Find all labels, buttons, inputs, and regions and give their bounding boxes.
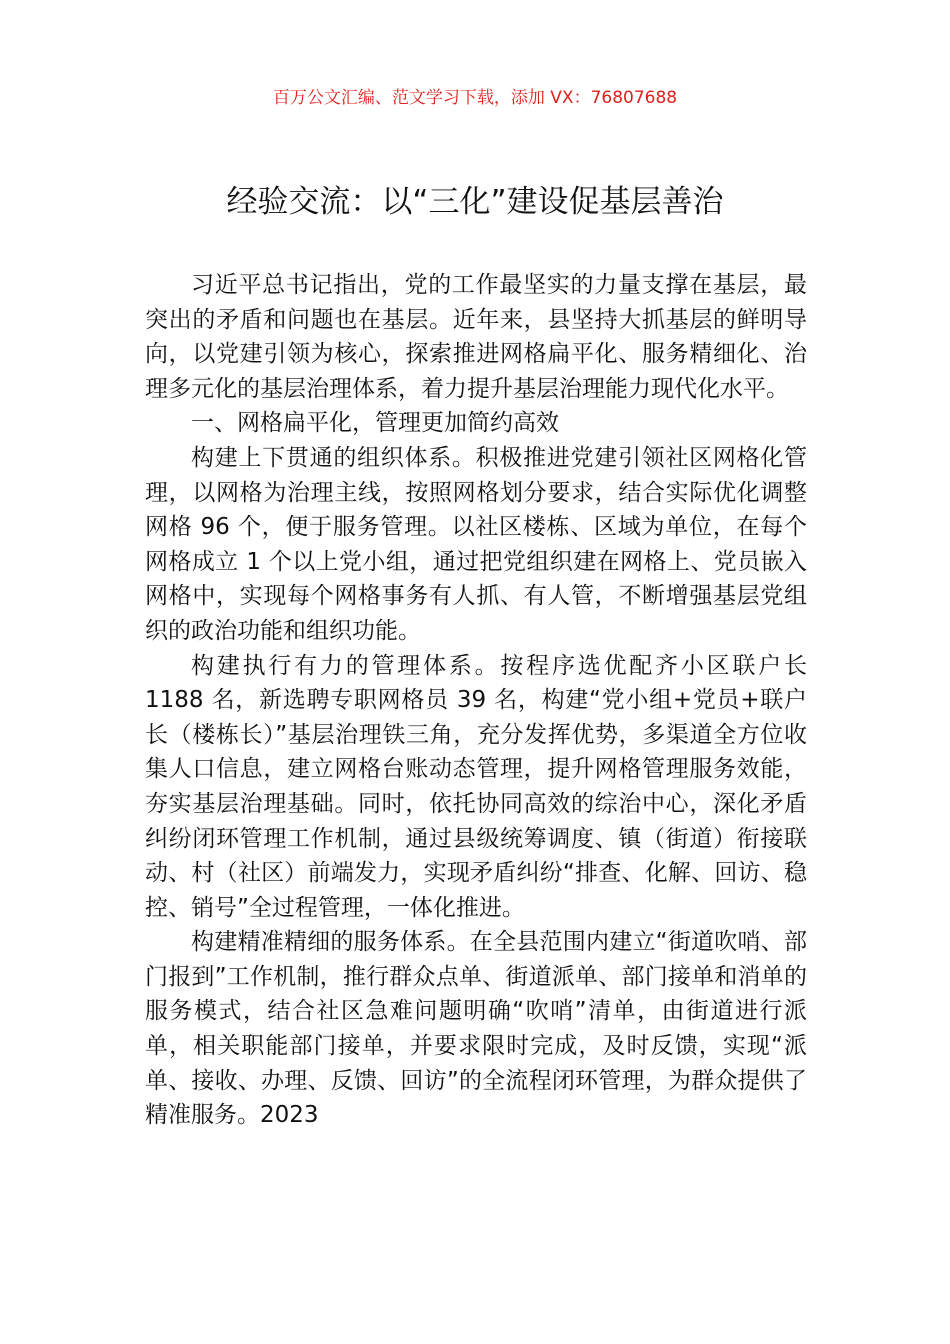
header-contact-note: 百万公文汇编、范文学习下载，添加 VX：76807688 [272,88,678,108]
document-body [145,268,807,1133]
paragraph-intro: 习近平总书记指出，党的工作最坚实的力量支撑在基层，最突出的矛盾和问题也在基层。近年来，县坚持大抓基层的鲜明导向，以党建引领为核心，探索推进网格扁平化、服务精细化、治理多元化的基层治理体系，着力提升基层治理能力现代化水平。 [145,272,807,402]
section-heading-1: 一、网格扁平化，管理更加简约高效 [191,410,559,437]
document-title: 经验交流：以“三化”建设促基层善治 [226,184,724,220]
paragraph-organization-system: 构建上下贯通的组织体系。积极推进党建引领社区网格化管理，以网格为治理主线，按照网格划分要求，结合实际优化调整网格 96 个，便于服务管理。以社区楼栋、区域为单位，在每个网格成立 1 个以上党小组，通过把党组织建在网格上、党员嵌入网格中，实现每个网格事务有人抓、有人管，不断增强基层党组织的政治功能和组织功能。 [145,444,807,644]
paragraph-service-system: 构建精准精细的服务体系。在全县范围内建立“街道吹哨、部门报到”工作机制，推行群众点单、街道派单、部门接单和消单的服务模式，结合社区急难问题明确“吹哨”清单，由街道进行派单，相关职能部门接单，并要求限时完成，及时反馈，实现“派单、接收、办理、反馈、回访”的全流程闭环管理，为群众提供了精准服务。2023 [145,929,807,1129]
paragraph-management-system: 构建执行有力的管理体系。按程序选优配齐小区联户长 1188 名，新选聘专职网格员 39 名，构建“党小组+党员+联户长（楼栋长）”基层治理铁三角，充分发挥优势，多渠道全方位收集人口信息，建立网格台账动态管理，提升网格管理服务效能，夯实基层治理基础。同时，依托协同高效的综治中心，深化矛盾纠纷闭环管理工作机制，通过县级统筹调度、镇（街道）衔接联动、村（社区）前端发力，实现矛盾纠纷“排查、化解、回访、稳控、销号”全过程管理，一体化推进。 [145,652,807,921]
